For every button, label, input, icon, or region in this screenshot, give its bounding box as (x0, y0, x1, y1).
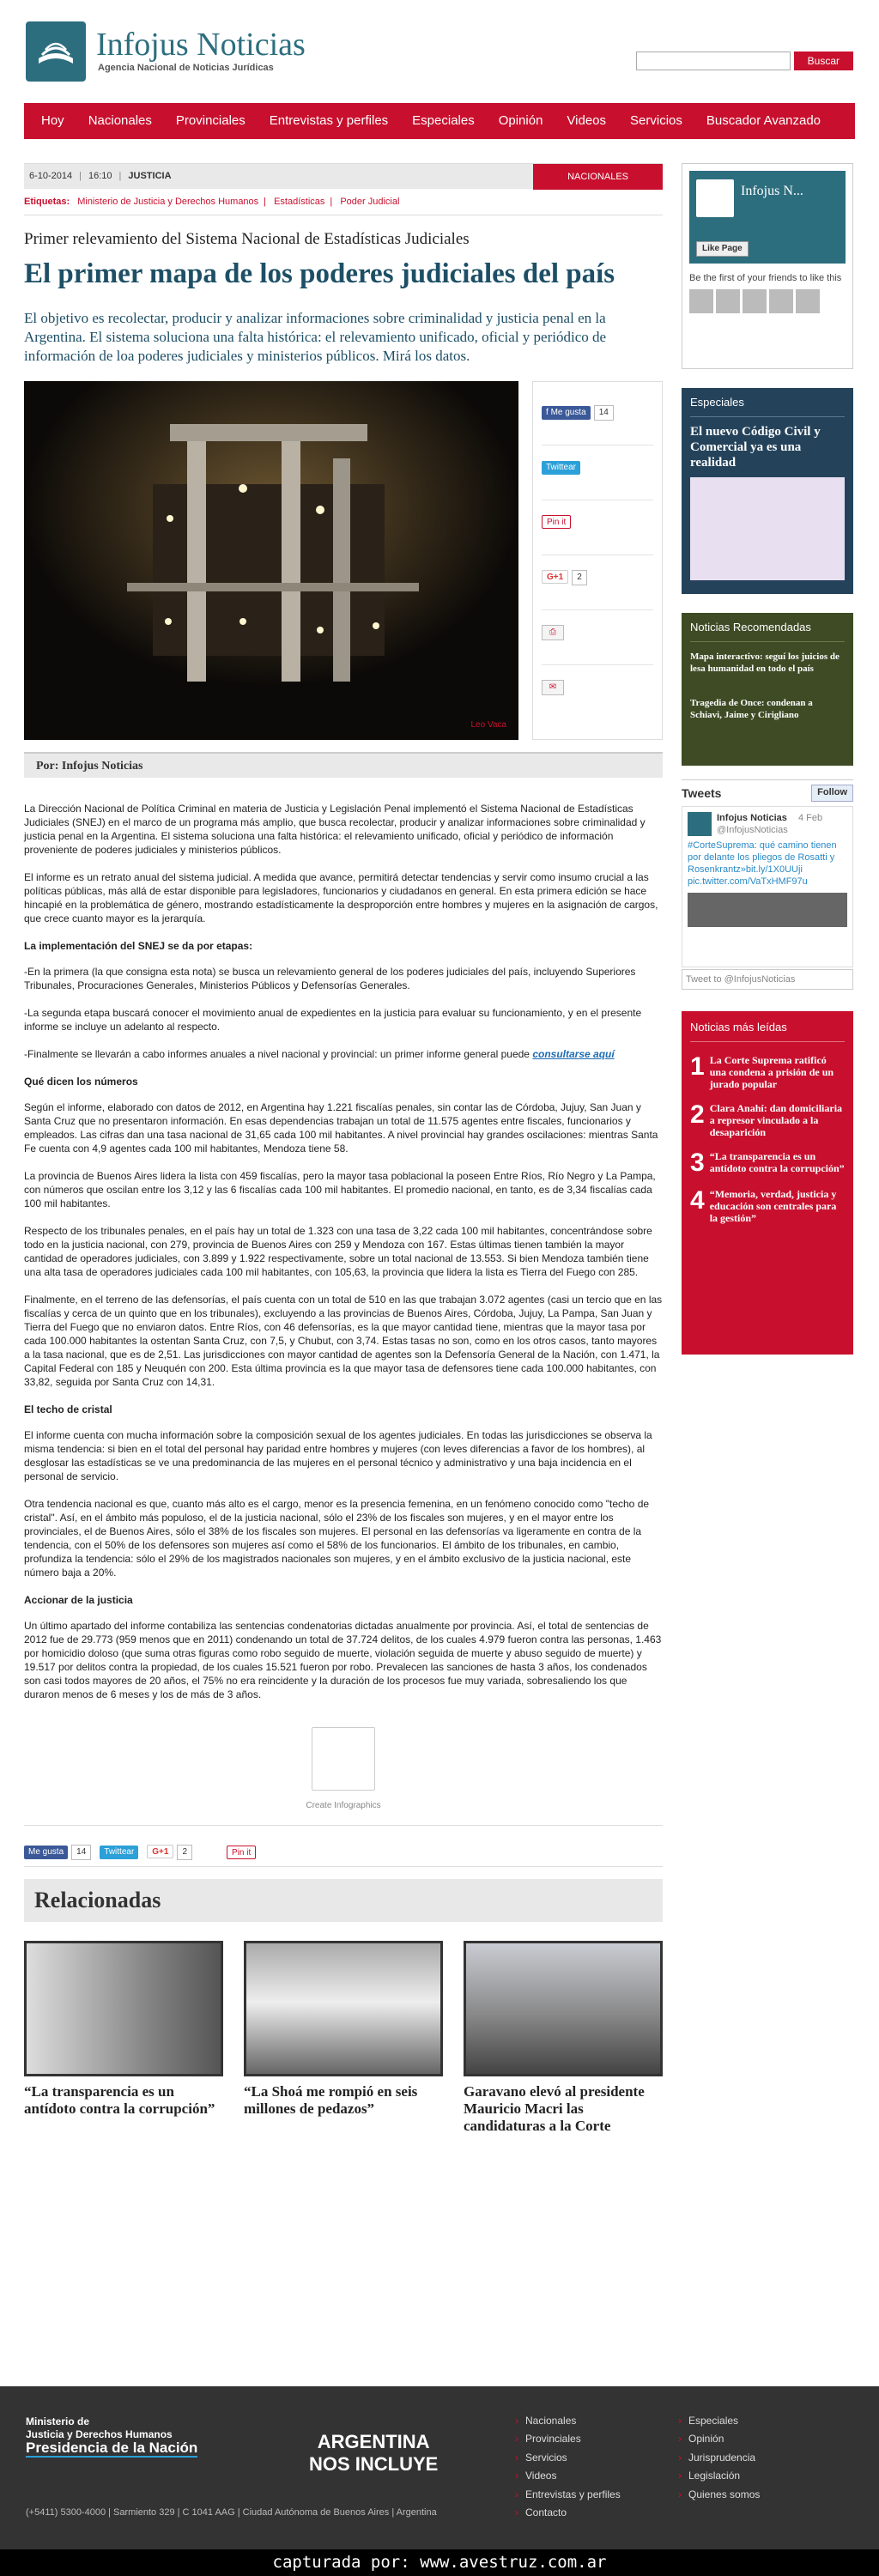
related-heading: Relacionadas (24, 1879, 663, 1922)
logo-subtitle: Agencia Nacional de Noticias Jurídicas (98, 63, 274, 74)
nav-especiales[interactable]: Especiales (412, 113, 475, 128)
pinterest-button[interactable]: Pin it (227, 1846, 256, 1859)
site-logo[interactable] (26, 21, 306, 82)
report-link[interactable]: consultarse aquí (532, 1048, 615, 1061)
avatar[interactable] (716, 289, 740, 313)
section-badge[interactable]: NACIONALES (533, 164, 663, 190)
tweet (682, 806, 853, 967)
article-meta: 6-10-2014 | 16:10 | JUSTICIA NACIONALES (24, 163, 663, 189)
twitter-avatar[interactable] (688, 812, 712, 836)
related-image (244, 1941, 443, 2076)
nav-provinciales[interactable]: Provinciales (175, 113, 246, 128)
tweet-handle: @InfojusNoticias (717, 825, 788, 835)
article-title: El primer mapa de los poderes judiciales del país (24, 258, 615, 290)
facebook-widget (682, 163, 853, 369)
paragraph: Otra tendencia nacional es que, cuanto más alto es el cargo, menor es la presencia femenina, en un fenómeno conocido como "techo de cristal". Así, en el ámbito más populoso, el de la justicia nacional, sólo el 23% de los fiscales son mujeres, y en el mayor entre los provinciales, el de Buenos Aires, sólo el 38% de los fiscales son mujeres. El personal en las defensorías va ligeramente en contra de la tendencia, con el 50% de los defensores son mujeres así como el 58% de los funcionarios. El ámbito de los tribunales, en cambio, profundiza la tendencia: sólo el 29% de los magistrados nacionales son mujeres, y en el ámbito exclusivo de la justicia nacional, este número baja a 20%. (24, 1498, 650, 1579)
avatar[interactable] (689, 289, 713, 313)
mas-leidas-heading: Noticias más leídas (690, 1020, 845, 1042)
google-plus-button[interactable]: G+1 (542, 570, 568, 584)
ministry-logo[interactable]: Ministerio de Justicia y Derechos Humanos Presidencia de la Nación (26, 2415, 198, 2456)
paragraph: -La segunda etapa buscará conocer el movimiento anual de expedientes en la justicia para evaluar su funcionamiento, y en el presente informe se incluye un adelanto al respecto. (24, 1007, 642, 1033)
paragraph: Respecto de los tribunales penales, en el país hay un total de 1.323 con una tasa de 3,22 cada 100 mil habitantes, concentrándose sobre todo en la justicia nacional, con 279, provincia de Buenos Aires con 259 y Mendoza con 167. Estas últimas tienen también la mayor cantidad de operadores judiciales, con 3.899 y 1.922 respectivamente, sobre un total nacional de 13.553. Si bien Mendoza también tiene una alta tasa de operadores judiciales cada 100 mil habitantes, con 105,63, la provincia que lidera la lista es Tierra del Fuego con 285. (24, 1225, 652, 1279)
article-section: JUSTICIA (128, 170, 172, 181)
infographic-embed[interactable] (312, 1727, 375, 1791)
tweets-heading: Tweets (682, 785, 722, 800)
related-title: “La transparencia es un antídoto contra la corrupción” (24, 2083, 215, 2118)
search-input[interactable] (636, 52, 791, 70)
footer-link[interactable]: › Servicios (515, 2451, 678, 2465)
tags: Etiquetas: Ministerio de Justicia y Derechos Humanos | Estadísticas | Poder Judicial (24, 196, 663, 215)
footer-link[interactable]: › Jurisprudencia (678, 2451, 841, 2465)
subheading: Qué dicen los números (24, 1076, 138, 1088)
footer-link[interactable]: › Legislación (678, 2469, 841, 2483)
related-title: Garavano elevó al presidente Mauricio Macri las candidaturas a la Corte (464, 2083, 645, 2135)
related-image (24, 1941, 223, 2076)
avatar[interactable] (769, 289, 793, 313)
nav-videos[interactable]: Videos (567, 113, 607, 128)
email-icon[interactable]: ✉ (542, 680, 564, 695)
footer-link[interactable]: › Nacionales (515, 2414, 678, 2428)
footer-link[interactable]: › Provinciales (515, 2432, 678, 2446)
nav-hoy[interactable]: Hoy (41, 113, 64, 128)
page-logo (696, 179, 734, 217)
facebook-icon: f (546, 408, 549, 418)
tag-link[interactable]: Estadísticas (274, 197, 325, 207)
tag-link[interactable]: Poder Judicial (340, 197, 400, 207)
article-media (24, 381, 663, 740)
paragraph: Finalmente, en el terreno de las defensorías, el país cuenta con un total de 510 en las que trabajan 3.072 agentes (casi un tercio que en las fiscalías y cerca de un quinto que en los tribunales), excluyendo a las provincias de Buenos Aires, Córdoba, Jujuy, La Pampa, San Juan y Tierra del Fuego que no enviaron datos. Entre Ríos, con 46 defensorías, es la que mayor cantidad tiene, mientras que la mayor tasa por cada 100.000 habitantes la ostentan Santa Cruz, con 7,5, y Chubut, con 3,74. Estas tasas no son, como en los otros casos, tanto mayores a la tasa nacional, que es de 2,51. Las jurisdicciones con mayor cantidad de agentes son la Defensoría General de la Nación, con 1.471, la Capital Federal con 185 y Neuquén con 200. Esta última provincia es la que mayor tasa de defensores tiene cada 100.000 habitantes, con 33,82, seguida por Santa Cruz con 14,31. (24, 1294, 663, 1389)
footer-link[interactable]: › Especiales (678, 2414, 841, 2428)
article-column (24, 163, 663, 2135)
twitter-widget (682, 779, 853, 994)
nav-servicios[interactable]: Servicios (630, 113, 682, 128)
facebook-like-button[interactable] (542, 406, 591, 420)
nav-entrevistas[interactable]: Entrevistas y perfiles (269, 113, 389, 128)
article-lead: El objetivo es recolectar, producir y analizar informaciones sobre criminalidad y justicia penal en la Argentina. El sistema soluciona una falta histórica: el relevamiento unificado, oficial y periódico de información de loa poderes judiciales y ministerios públicos. Mirá los datos. (24, 310, 607, 365)
infographic-caption[interactable]: Create Infographics (306, 1801, 381, 1811)
related-image (464, 1941, 663, 2076)
article-byline: Por: Infojus Noticias (24, 752, 663, 778)
book-icon (26, 21, 86, 82)
recommended-item[interactable]: Tragedia de Once: condenan a Schiavi, Jaime y Cirigliano (690, 697, 813, 720)
facebook-like-page-button[interactable]: Like Page (696, 241, 749, 258)
paragraph: -En la primera (la que consigna esta nota) se busca un relevamiento general de los poderes judiciales del país, incluyendo Superiores Tribunales, Procuraciones Generales, Ministerios Públicos y Defensorías Generales. (24, 966, 636, 992)
tweet-input[interactable]: Tweet to @InfojusNoticias (682, 969, 853, 990)
related-item[interactable] (24, 1941, 223, 2135)
related-list (24, 1941, 663, 2135)
paragraph: El informe es un retrato anual del sistema judicial. A medida que avance, permitirá detectar tendencias y servir como insumo crucial a las políticas públicas, más allá de estar disponible para legisladores, funcionarios y ciudadanos en general. En esta primera edición se hace hincapié en la problemática de género, mostrando estadísticamente la desproporción entre hombres y mujeres en la asignación de cargos, que crece cuanto mayor es la jerarquía. (24, 871, 658, 925)
pinterest-button[interactable]: Pin it (542, 515, 571, 529)
especiales-headline[interactable]: El nuevo Código Civil y Comercial ya es una realidad (690, 424, 821, 470)
mas-leidas-box (682, 1011, 853, 1355)
google-plus-button[interactable]: G+1 (147, 1845, 173, 1858)
related-item[interactable] (244, 1941, 443, 2135)
article-body (24, 802, 663, 1826)
facebook-count: 14 (71, 1845, 91, 1860)
article-date: 6-10-2014 (29, 170, 73, 181)
paragraph: La Dirección Nacional de Política Criminal en materia de Justicia y Legislación Penal implementó el Sistema Nacional de Estadísticas Judiciales (SNEJ) en el marco de un programa más amplio, que busca recolectar, producir y analizar informaciones sobre criminalidad y justicia penal en la Argentina. El sistema soluciona una falta histórica: el relevamiento unificado, oficial y periódico de información proveniente de poderes judiciales y ministerios públicos. (24, 803, 646, 857)
tag-link[interactable]: Ministerio de Justicia y Derechos Humanos (77, 197, 259, 207)
nav-buscador[interactable]: Buscador Avanzado (706, 113, 821, 128)
google-plus-count: 2 (177, 1845, 192, 1860)
especiales-image[interactable] (690, 477, 845, 580)
footer-link[interactable]: › Entrevistas y perfiles (515, 2488, 678, 2502)
subheading: Accionar de la justicia (24, 1594, 133, 1607)
footer-link[interactable]: › Opinión (678, 2432, 841, 2446)
subheading: La implementación del SNEJ se da por etapas: (24, 940, 253, 953)
especiales-box (682, 388, 853, 594)
capture-caption: capturada por: www.avestruz.com.ar (0, 2549, 879, 2576)
paragraph: Según el informe, elaborado con datos de 2012, en Argentina hay 1.221 fiscalías penales, sin contar las de Córdoba, Jujuy, San Juan y Santa Cruz que no presentaron información. En esas dependencias trabajan un total de 11.575 agentes entre fiscales, funcionarios y empleados. Las cifras dan una tasa nacional de 31,65 cada 100 mil habitantes. A nivel provincial hay grandes oscilaciones: mientras Santa Fe cuenta con 4,9 agentes cada 100 mil habitantes, Mendoza tiene 58. (24, 1101, 658, 1155)
facebook-faces (689, 289, 846, 313)
footer-links (515, 2414, 841, 2520)
nav-opinion[interactable]: Opinión (498, 113, 543, 128)
paragraph: Un último apartado del informe contabiliza las sentencias condenatorias dictadas anualmente por provincia. Así, el total de sentencias de 2012 fue de 29.773 (959 menos que en 2011) condenando un total de 37.724 delitos, de los cuales 4.979 fueron contra las personas, 1.463 por homicidio doloso (que suma otras figuras como robo seguido de muerte, violación seguida de muerte y abuso seguido de muerte) y 19.517 por delitos contra la propiedad, de los cuales 15.521 fueron por robo. Prevalecen las sanciones de hasta 3 años, los condenados son casi todos mayores de 20 años, el 75% no era reincidente y la duración de los procesos fue muy variada, sobresaliendo los que duraron menos de 6 meses y los de más de 3 años. (24, 1620, 662, 1701)
share-bottom (24, 1838, 663, 1867)
tweet-date: 4 Feb (797, 813, 823, 823)
footer-link[interactable]: › Videos (515, 2469, 678, 2483)
share-sidebar (532, 381, 663, 740)
especiales-heading: Especiales (690, 395, 845, 417)
google-plus-count: 2 (572, 570, 587, 585)
sidebar (682, 163, 853, 1355)
subheading: El techo de cristal (24, 1403, 112, 1416)
footer-link[interactable]: › Quienes somos (678, 2488, 841, 2502)
tweet-button[interactable]: Twittear (100, 1846, 138, 1859)
related-title: “La Shoá me rompió en seis millones de pedazos” (244, 2083, 418, 2118)
most-read-item[interactable]: 4 “Memoria, verdad, justicia y educación son centrales para la gestión” (690, 1185, 837, 1224)
recommended-item[interactable]: Mapa interactivo: seguí los juicios de lesa humanidad en todo el país (690, 651, 840, 674)
facebook-like-label: Me gusta (550, 408, 586, 418)
building-photo (24, 381, 518, 740)
most-read-item[interactable]: 1 La Corte Suprema ratificó una condena a prisión de un jurado popular (690, 1052, 834, 1090)
site-header (0, 0, 879, 101)
article-kicker: Primer relevamiento del Sistema Nacional de Estadísticas Judiciales (24, 229, 470, 248)
recomendadas-heading: Noticias Recomendadas (690, 620, 845, 642)
recomendadas-box (682, 613, 853, 766)
paragraph: El informe cuenta con mucha información sobre la composición sexual de los agentes judiciales. En todas las jurisdicciones se observa la misma tendencia: si bien en el total del personal hay paridad entre hombres y mujeres (con leves diferencias a favor de los hombres), al desglosar las estadísticas se ve una predominancia de las mujeres en el personal técnico y administrativo y una baja incidencia en el personal de servicio. (24, 1429, 652, 1483)
most-read-item[interactable]: 3 “La transparencia es un antídoto contra la corrupción” (690, 1148, 845, 1177)
facebook-friends-text: Be the first of your friends to like this (689, 273, 842, 283)
nav-nacionales[interactable]: Nacionales (88, 113, 152, 128)
related-item[interactable] (464, 1941, 663, 2135)
site-footer (0, 2386, 879, 2549)
tweet-button[interactable]: Twittear (542, 461, 580, 475)
facebook-count: 14 (594, 405, 614, 421)
facebook-like-button[interactable]: Me gusta (24, 1846, 68, 1859)
logo-name2: Noticias (197, 27, 306, 64)
logo-name: Infojus (96, 27, 189, 64)
avatar[interactable] (743, 289, 767, 313)
print-icon[interactable]: ⎙ (542, 625, 564, 640)
search-button[interactable]: Buscar (794, 52, 853, 70)
tweet-image[interactable] (688, 893, 847, 927)
footer-link[interactable]: › Contacto (515, 2506, 678, 2520)
tags-label: Etiquetas: (24, 197, 70, 207)
facebook-page-name[interactable]: Infojus N... (741, 184, 803, 198)
avatar[interactable] (796, 289, 820, 313)
article-time: 16:10 (88, 170, 112, 181)
photo-credit: Leo Vaca (470, 719, 506, 730)
main-nav (24, 103, 855, 139)
most-read-item[interactable]: 2 Clara Anahí: dan domiciliaria a represor vinculado a la desaparición (690, 1100, 843, 1138)
paragraph: La provincia de Buenos Aires lidera la lista con 459 fiscalías, pero la mayor tasa poblacional la poseen Entre Ríos, Río Negro y La Pampa, con números que oscilan entre los 3,12 y las 6 fiscalías cada 100 mil habitantes. El promedio nacional, en tanto, es de 3,34 fiscalías cada 100 mil habitantes. (24, 1170, 656, 1210)
twitter-follow-button[interactable]: Follow (811, 785, 853, 802)
argentina-logo: ARGENTINA NOS INCLUYE (309, 2431, 439, 2475)
paragraph: -Finalmente se llevarán a cabo informes anuales a nivel nacional y provincial: un primer informe general puede consultarse aquí (24, 1048, 615, 1061)
search-form (636, 52, 853, 70)
footer-address: (+5411) 5300-4000 | Sarmiento 329 | C 1041 AAG | Ciudad Autónoma de Buenos Aires | Argentina (26, 2507, 437, 2518)
tweet-text[interactable]: #CorteSuprema: qué camino tienen por delante los pliegos de Rosatti y Rosenkrantz»bit.ly/1X0UUji pic.twitter.com/VaTxHMF97u (688, 840, 837, 887)
tweet-account[interactable]: Infojus Noticias (717, 813, 787, 823)
article-photo (24, 381, 518, 740)
